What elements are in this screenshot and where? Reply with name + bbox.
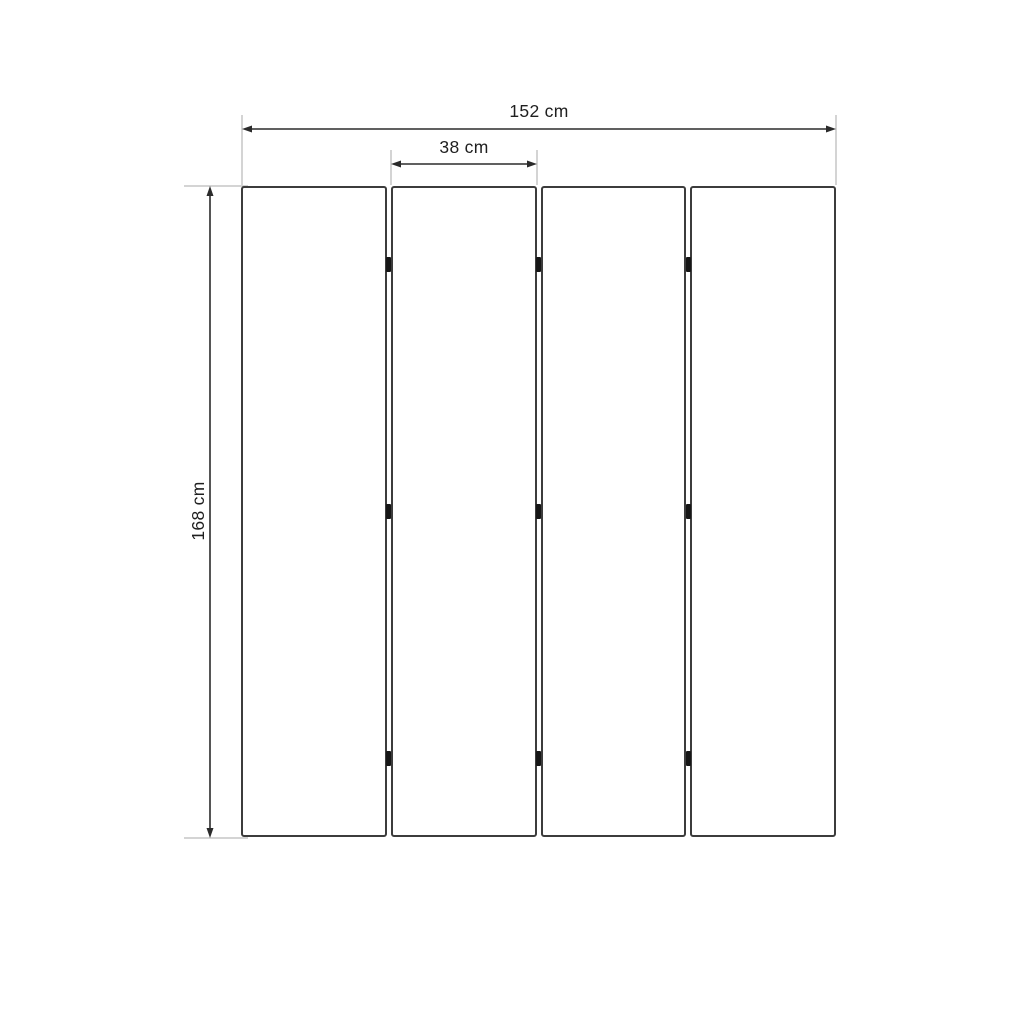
hinge-icon xyxy=(686,257,691,272)
height-label: 168 cm xyxy=(188,481,208,541)
panel-3 xyxy=(541,186,687,837)
panel-1 xyxy=(241,186,387,837)
hinge-icon xyxy=(536,257,541,272)
arrowhead-right-icon xyxy=(826,126,836,133)
panel-4 xyxy=(690,186,836,837)
arrowhead-down-icon xyxy=(207,828,214,838)
hinge-icon xyxy=(386,257,391,272)
hinge-icon xyxy=(686,751,691,766)
arrowhead-left-icon xyxy=(242,126,252,133)
arrowhead-right-icon xyxy=(527,161,537,168)
total-width-label: 152 cm xyxy=(509,101,569,121)
hinge-icon xyxy=(536,504,541,519)
total-width-dimension xyxy=(242,115,836,185)
hinge-icon xyxy=(536,751,541,766)
hinge-icon xyxy=(386,751,391,766)
panel-group xyxy=(241,186,836,837)
hinge-icon xyxy=(686,504,691,519)
panel-2 xyxy=(391,186,537,837)
hinge-icon xyxy=(386,504,391,519)
arrowhead-left-icon xyxy=(391,161,401,168)
arrowhead-up-icon xyxy=(207,186,214,196)
panel-width-label: 38 cm xyxy=(439,137,489,157)
